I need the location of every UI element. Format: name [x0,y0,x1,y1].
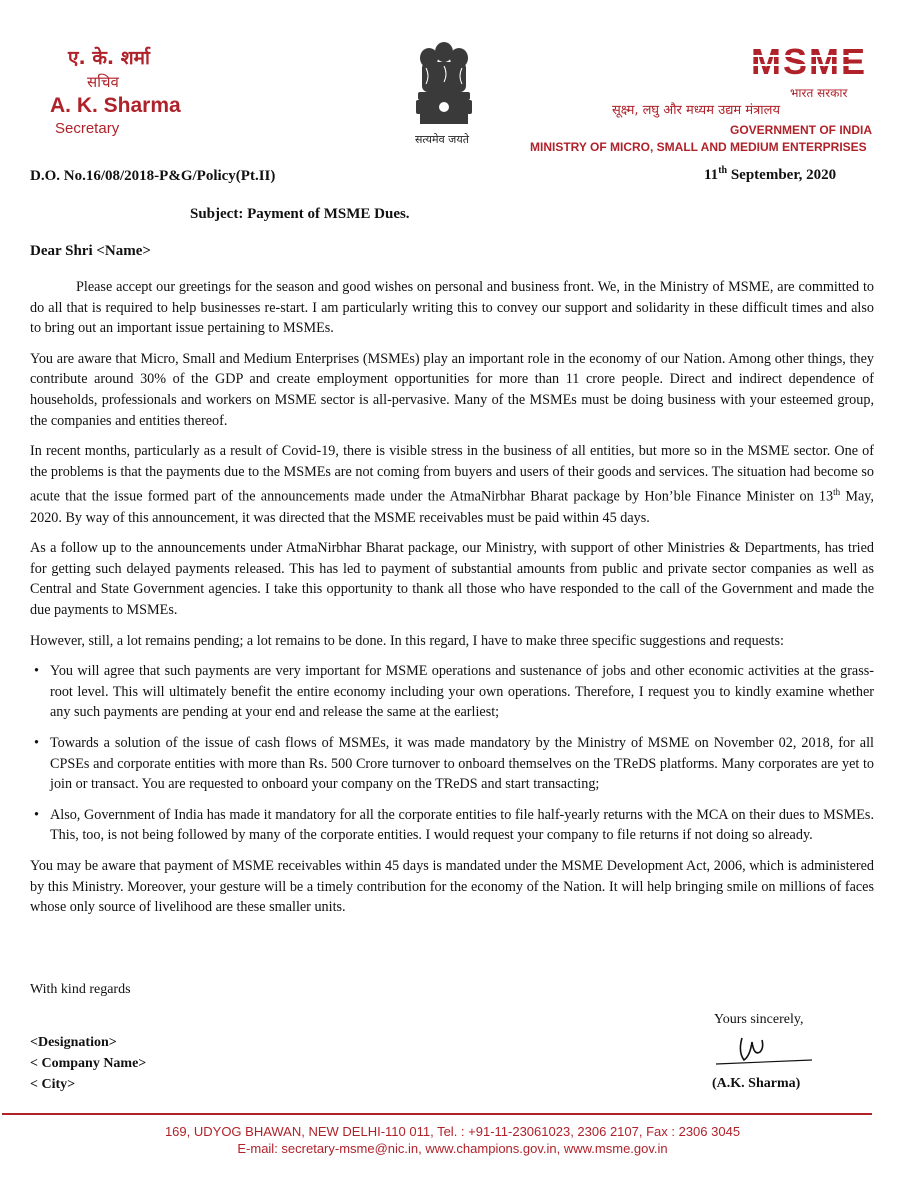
salutation: Dear Shri <Name> [30,243,151,259]
msme-logo [740,44,878,78]
svg-text:MSME: MSME [751,44,867,78]
letter-body [30,277,874,928]
footer-divider [2,1113,872,1115]
closing-regards: With kind regards [30,982,131,997]
bharat-sarkar-label: भारत सरकार [790,86,848,100]
subject-line: Subject: Payment of MSME Dues. [190,206,410,222]
secretary-name-hindi: ए. के. शर्मा [68,47,150,69]
ministry-name-hindi: सूक्ष्म, लघु और मध्यम उद्यम मंत्रालय [612,103,780,118]
footer-address: 169, UDYOG BHAWAN, NEW DELHI-110 011, Tel. : +91-11-23061023, 2306 2107, Fax : 2306 3045 [164,1124,741,1139]
letter-date: 11th September, 2020 [704,165,837,183]
recipient-block [30,1032,146,1095]
request-list [30,661,874,846]
bullet-icon: • [34,735,39,752]
footer-contact: E-mail: secretary-msme@nic.in, www.champions.gov.in, www.msme.gov.in [237,1141,668,1156]
emblem-motto: सत्यमेव जयते [414,133,469,146]
paragraph: As a follow up to the announcements under AtmaNirbhar Bharat package, our Ministry, with support of other Ministries & Departments, has tried for getting such delayed payments released. This has led to payment of substantial amounts from public and private sector companies as well as Central and State Government agencies. I take this opportunity to thank all those who have responded to the call of the Government and made the due payments to MSMEs. [30,540,874,619]
secretary-name: A. K. Sharma [50,94,181,117]
closing-sincerely: Yours sincerely, [714,1012,804,1027]
reference-number: D.O. No.16/08/2018-P&G/Policy(Pt.II) [30,168,276,184]
ministry-name: MINISTRY OF MICRO, SMALL AND MEDIUM ENTERPRISES [530,140,867,154]
signature-icon [712,1030,812,1070]
recipient-company: < Company Name> [30,1056,147,1071]
paragraph: Please accept our greetings for the season and good wishes on personal and business front. We, in the Ministry of MSME, are committed to do all that is required to help businesses re-start. I am particularly writing this to convey our support and solidarity in these difficult times and also to bring out an important issue pertaining to MSMEs. [30,279,874,337]
signer-name: (A.K. Sharma) [712,1076,801,1091]
recipient-city: < City> [30,1077,76,1092]
secretary-title: Secretary [55,120,120,137]
paragraph: However, still, a lot remains pending; a lot remains to be done. In this regard, I have to make three specific suggestions and requests: [30,632,784,649]
paragraph: You may be aware that payment of MSME receivables within 45 days is mandated under the MSME Development Act, 2006, which is administered by this Ministry. Moreover, your gesture will be a timely contribution for the economy of the Nation. It will help bringing smile on millions of faces whose only source of livelihood are these smaller units. [30,857,874,916]
secretary-title-hindi: सचिव [87,73,119,91]
national-emblem-icon [404,38,484,134]
list-item: • Towards a solution of the issue of cash flows of MSMEs, it was made mandatory by the Ministry of MSME on November 02, 2018, for all CPSEs and corporate entities with more than Rs. 500 Crore turnover to onboard themselves on the TReDS platforms. Many corporates are yet to join or transact. You are requested to onboard your company on the TReDS and start transacting; [34,735,874,793]
government-label: GOVERNMENT OF INDIA [730,123,873,137]
recipient-designation: <Designation> [30,1035,117,1050]
bullet-icon: • [34,806,39,823]
paragraph: You are aware that Micro, Small and Medium Enterprises (MSMEs) play an important role in the economy of our Nation. Among other things, they contribute around 30% of the GDP and create employment opportunities for more than 11 crore people. Direct and indirect dependence of households, professionals and workers on MSME sector is all-pervasive. Many of the MSMEs must be doing business with your esteemed group, the companies and entities thereof. [30,350,874,429]
paragraph: In recent months, particularly as a result of Covid-19, there is visible stress in the business of all entities, but more so in the MSME sector. One of the problems is that the payments due to the MSMEs are not coming from buyers and users of their goods and services. The situation had become so acute that the issue formed part of the announcements made under the AtmaNirbhar Bharat package by Hon’ble Finance Minister on 13th May, 2020. By way of this announcement, it was directed that the MSME receivables must be paid within 45 days. [30,443,874,526]
bullet-icon: • [34,663,39,680]
list-item: • Also, Government of India has made it mandatory for all the corporate entities to file half-yearly returns with the MCA on their dues to MSMEs. This, too, is not being followed by many of the corporate entities. I would request your company to file returns if not doing so already. [34,806,874,844]
list-item: • You will agree that such payments are very important for MSME operations and sustenance of jobs and other economic activities at the grass-root level. This will ultimately benefit the entire economy including your own operations. Therefore, I request you to kindly examine whether any such payments are pending at your end and release the same at the earliest; [34,663,874,721]
